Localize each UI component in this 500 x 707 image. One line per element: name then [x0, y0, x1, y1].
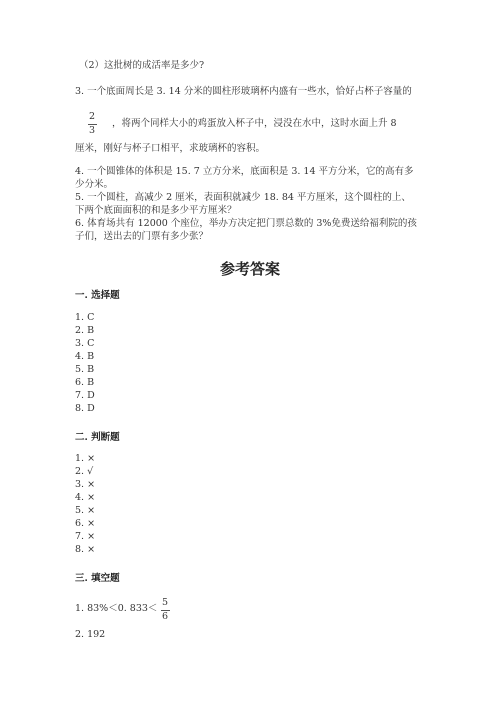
question-3-line1: 3. 一个底面周长是 3. 14 分米的圆柱形玻璃杯内盛有一些水，恰好占杯子容量的: [75, 86, 412, 97]
answers-title: 参考答案: [219, 260, 280, 278]
section-judge-heading: 二. 判断题: [75, 432, 120, 443]
answer-item: 5. B: [75, 364, 95, 375]
question-3-line3: 厘米，刚好与杯子口相平，求玻璃杯的容积。: [75, 143, 266, 154]
answer-item: 1. C: [75, 312, 95, 323]
question-4-line1: 4. 一个圆锥体的体积是 15. 7 立方分米，底面积是 3. 14 平方分米，它的高有多: [75, 166, 414, 177]
answer-item: 4. ×: [75, 492, 96, 503]
question-2-sub: （2）这批树的成活率是多少?: [79, 60, 205, 71]
fill-answer-2: 2. 192: [75, 629, 106, 640]
question-6-line2: 子们，送出去的门票有多少张？: [75, 231, 209, 242]
answer-item: 5. ×: [75, 505, 96, 516]
answer-item: 1. ×: [75, 453, 96, 464]
section-fill-heading: 三. 填空题: [75, 573, 120, 584]
fraction-numerator: 2: [88, 111, 96, 122]
answer-item: 2. B: [75, 325, 95, 336]
question-4-line2: 少分米。: [75, 179, 114, 190]
answer-item: 3. ×: [75, 479, 96, 490]
answer-item: 7. D: [75, 390, 95, 401]
fraction-denominator: 3: [88, 125, 96, 136]
fraction-numerator: 5: [161, 597, 169, 608]
section-choice-heading: 一. 选择题: [75, 290, 120, 301]
answer-item: 2. √: [75, 466, 94, 477]
answer-item: 7. ×: [75, 531, 96, 542]
answer-item: 3. C: [75, 338, 95, 349]
question-6-line1: 6. 体育场共有 12000 个座位，举办方决定把门票总数的 3%免费送给福利院的孩: [75, 218, 417, 229]
question-3-line2: ，将两个同样大小的鸡蛋放入杯子中，浸没在水中，这时水面上升 8: [112, 118, 397, 129]
answer-item: 4. B: [75, 351, 95, 362]
fill-answer-1-text: 1. 83%＜0. 833＜: [75, 603, 158, 614]
answer-item: 8. ×: [75, 544, 96, 555]
fraction-denominator: 6: [161, 611, 169, 622]
question-5-line2: 下两个底面面积的和是多少平方厘米？: [75, 205, 237, 216]
question-5-line1: 5. 一个圆柱，高减少 2 厘米，表面积就减少 18. 84 平方厘米，这个圆柱的上、: [75, 192, 411, 203]
answer-item: 8. D: [75, 403, 95, 414]
answer-item: 6. B: [75, 377, 95, 388]
answer-item: 6. ×: [75, 518, 96, 529]
